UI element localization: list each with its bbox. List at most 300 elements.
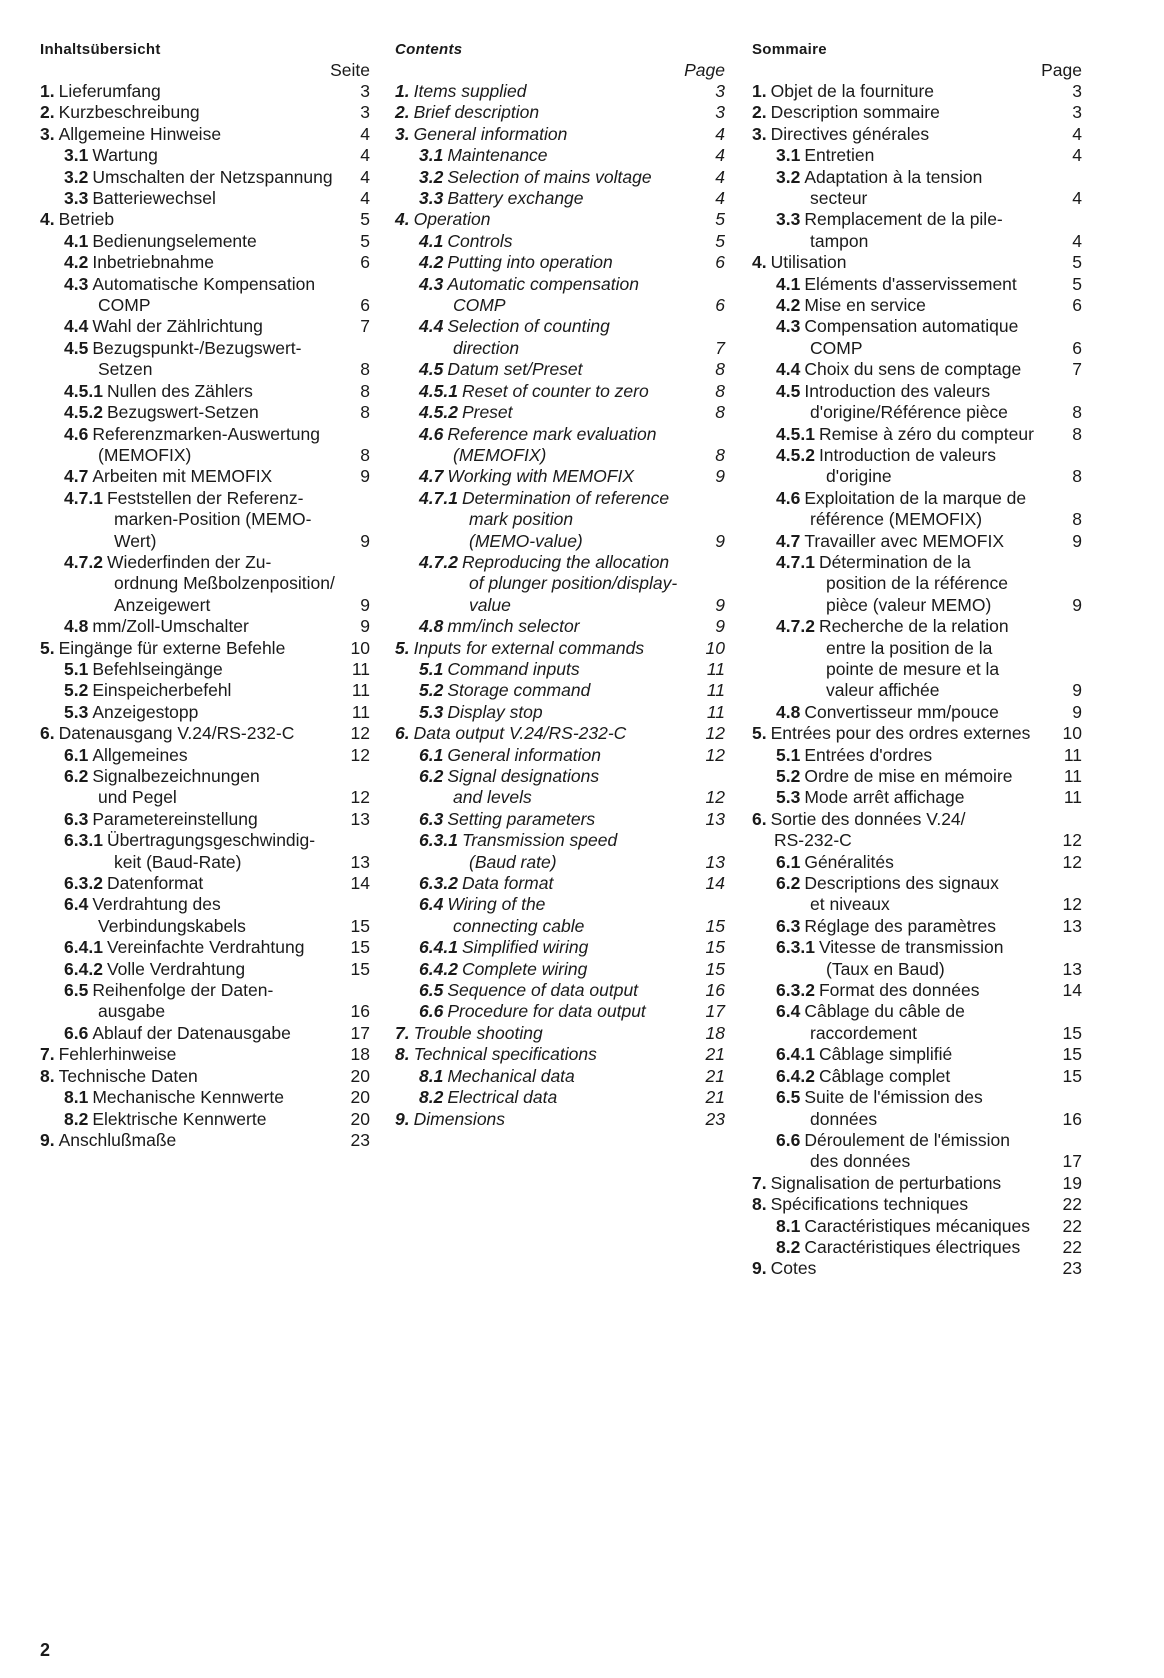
- section-number: 4.: [395, 209, 410, 230]
- toc-entry-title: [64, 145, 336, 166]
- toc-entry-text: [395, 659, 691, 680]
- toc-entry-title: [64, 274, 336, 295]
- toc-entry: [40, 638, 372, 659]
- toc-entry: [752, 531, 1084, 552]
- toc-entry: [40, 402, 372, 423]
- toc-entry-text: [40, 81, 336, 102]
- toc-entry-title: [776, 852, 1048, 873]
- toc-entry-title: [752, 723, 1048, 744]
- page-ref: 13: [350, 808, 370, 829]
- section-number: 7.: [752, 1172, 767, 1193]
- toc-entry: [395, 659, 727, 680]
- toc-entry-text: [40, 209, 336, 230]
- toc-entry-continuation: pièce (valeur MEMO): [826, 594, 992, 615]
- toc-entry-continuation: COMP: [453, 295, 506, 316]
- toc-entry-text: [40, 338, 336, 381]
- toc-entry-title: [776, 167, 1048, 188]
- toc-entry-continuation: référence (MEMOFIX): [810, 509, 983, 530]
- section-title: Compensation automatique: [804, 316, 1019, 337]
- toc-entry-title: [64, 424, 336, 445]
- toc-entry-title: [419, 488, 691, 509]
- section-number: 4.5: [419, 359, 444, 380]
- page-ref: 18: [705, 1022, 725, 1043]
- section-number: 5.: [40, 637, 55, 658]
- section-number: 3.3: [419, 188, 444, 209]
- toc-entry-text: [40, 1023, 336, 1044]
- toc-entry: [752, 723, 1084, 744]
- toc-entry-title: [752, 124, 1048, 145]
- toc-entry-continuation: marken-Position (MEMO-: [114, 509, 312, 530]
- toc-entry-title: [40, 1066, 336, 1087]
- section-number: 6.1: [419, 744, 444, 765]
- page-ref: 12: [1062, 894, 1082, 915]
- toc-entry: [395, 359, 727, 380]
- toc-entry: [40, 723, 372, 744]
- toc-entry: [752, 424, 1084, 445]
- toc-entry-title: [776, 274, 1048, 295]
- section-title: Entretien: [804, 145, 875, 166]
- toc-entry-text: [752, 531, 1048, 552]
- toc-entry: [40, 488, 372, 552]
- section-number: 6.2: [64, 766, 89, 786]
- section-title: Referenzmarken-Auswertung: [92, 423, 320, 444]
- section-title: Descriptions des signaux: [804, 873, 999, 894]
- section-number: 4.1: [419, 230, 444, 251]
- toc-entry-title: [64, 552, 336, 573]
- toc-entry-title: [64, 766, 336, 787]
- toc-entry: [395, 980, 727, 1001]
- page-ref: 12: [350, 723, 370, 744]
- section-number: 9.: [395, 1108, 410, 1129]
- toc-entry-continuation: tampon: [810, 230, 869, 251]
- toc-entry-text: [40, 745, 336, 766]
- section-title: Reference mark evaluation: [447, 423, 657, 444]
- toc-entry: [395, 316, 727, 359]
- section-number: 4.7.2: [419, 551, 458, 572]
- section-number: 4.5.1: [776, 423, 815, 444]
- toc-entry: [395, 124, 727, 145]
- section-number: 6.5: [419, 980, 444, 1001]
- toc-entry-continuation: and levels: [453, 787, 532, 808]
- section-number: 5.: [395, 637, 410, 658]
- toc-entry-title: [776, 381, 1048, 402]
- toc-entry-text: [752, 252, 1048, 273]
- section-title: Mechanische Kennwerte: [92, 1087, 284, 1108]
- toc-entry-text: [395, 894, 691, 937]
- page-ref: 11: [706, 680, 725, 701]
- toc-entry-text: [395, 723, 691, 744]
- toc-entry-title: [419, 466, 691, 487]
- page-ref: 15: [705, 958, 725, 979]
- toc-entry-title: [395, 1044, 691, 1065]
- page-ref: 21: [705, 1065, 725, 1086]
- section-number: 4.7: [64, 466, 89, 487]
- section-title: Technical specifications: [413, 1044, 597, 1065]
- toc-entry-text: [40, 124, 336, 145]
- toc-entry-title: [395, 1109, 691, 1130]
- toc-entry: [395, 809, 727, 830]
- toc-entry: [752, 209, 1084, 252]
- toc-entry-continuation: secteur: [810, 188, 868, 209]
- toc-entry: [40, 252, 372, 273]
- toc-entry: [395, 81, 727, 102]
- toc-entry: [752, 252, 1084, 273]
- toc-entry-continuation: of plunger position/display-: [469, 573, 678, 594]
- section-number: 4.5.2: [776, 444, 815, 465]
- page-ref: 10: [350, 637, 370, 658]
- page-ref: 8: [715, 380, 725, 401]
- toc-entry-title: [40, 209, 336, 230]
- toc-entry: [752, 1001, 1084, 1044]
- toc-entry-title: [776, 145, 1048, 166]
- toc-entry: [40, 894, 372, 937]
- section-number: 6.6: [776, 1129, 801, 1150]
- toc-entry-text: [40, 1087, 336, 1108]
- toc-entry-text: [752, 916, 1048, 937]
- page-ref: 17: [705, 1001, 725, 1022]
- page-ref: 20: [350, 1087, 370, 1108]
- section-number: 4.3: [776, 316, 801, 337]
- toc-entry: [395, 959, 727, 980]
- toc-entry-continuation: mark position: [469, 509, 574, 530]
- page-ref: 15: [1062, 1022, 1082, 1043]
- toc-entry-text: [752, 381, 1048, 424]
- toc-entry: [752, 102, 1084, 123]
- toc-entry-continuation: d'origine: [826, 466, 892, 487]
- toc-entry-title: [64, 316, 336, 337]
- section-title: Storage command: [447, 680, 591, 701]
- section-number: 4.7: [776, 530, 801, 551]
- toc-entry: [752, 787, 1084, 808]
- toc-entry-continuation: und Pegel: [98, 787, 177, 808]
- page-ref: 4: [715, 188, 725, 209]
- section-title: Choix du sens de comptage: [804, 359, 1022, 380]
- toc-entry-title: [752, 252, 1048, 273]
- page-ref: 6: [1072, 337, 1082, 358]
- page-ref: 11: [706, 658, 725, 679]
- page-ref: 3: [360, 81, 370, 101]
- toc-entry: [752, 274, 1084, 295]
- section-title: Elektrische Kennwerte: [92, 1108, 267, 1129]
- section-number: 4.6: [419, 423, 444, 444]
- page-ref: 6: [715, 295, 725, 316]
- page-ref: 4: [715, 145, 725, 166]
- toc-entry: [40, 830, 372, 873]
- toc-entry: [395, 745, 727, 766]
- toc-entry-title: [64, 959, 336, 980]
- toc-entry-text: [395, 937, 691, 958]
- toc-entry-title: [776, 552, 1048, 573]
- page-ref: 11: [1063, 766, 1082, 786]
- section-title: Réglage des paramètres: [804, 915, 996, 936]
- section-title: Preset: [461, 402, 513, 423]
- toc-entry-title: [776, 873, 1048, 894]
- section-number: 3.3: [64, 188, 89, 209]
- toc-entry-text: [395, 873, 691, 894]
- toc-entry-continuation: Wert): [114, 530, 157, 551]
- page-ref: 9: [715, 530, 725, 551]
- toc-column-french: [752, 40, 1084, 1280]
- page-ref: 12: [350, 787, 370, 808]
- page-ref: 13: [350, 851, 370, 872]
- section-title: Ablauf der Datenausgabe: [92, 1022, 291, 1043]
- toc-entry: [395, 1001, 727, 1022]
- page-ref: 17: [1062, 1151, 1082, 1172]
- toc-entry-continuation: (Baud rate): [469, 851, 557, 872]
- section-number: 2.: [752, 102, 767, 123]
- toc-entry-title: [776, 1001, 1048, 1022]
- toc-entry: [752, 552, 1084, 616]
- toc-entry: [40, 659, 372, 680]
- toc-entry: [40, 745, 372, 766]
- section-title: Determination of reference: [461, 487, 670, 508]
- section-number: 6.4.1: [64, 937, 103, 958]
- section-title: Kurzbeschreibung: [58, 102, 200, 123]
- toc-entry: [40, 167, 372, 188]
- page-ref: 3: [360, 102, 370, 123]
- section-number: 4.6: [64, 423, 89, 444]
- toc-entry-text: [752, 787, 1048, 808]
- toc-entry-title: [64, 830, 336, 851]
- toc-entry: [395, 188, 727, 209]
- section-title: Allgemeine Hinweise: [58, 123, 222, 144]
- toc-entry-title: [64, 252, 336, 273]
- toc-column-english: [395, 40, 727, 1130]
- page-ref: 3: [1072, 102, 1082, 123]
- page-number: 2: [40, 1640, 51, 1660]
- section-title: Entrées pour des ordres externes: [770, 723, 1031, 744]
- toc-entry-text: [752, 873, 1048, 916]
- toc-entry-text: [40, 102, 336, 123]
- section-title: mm/inch selector: [447, 616, 580, 637]
- toc-entry-continuation: (MEMOFIX): [98, 444, 192, 465]
- section-number: 3.1: [776, 145, 801, 166]
- page-ref: 15: [705, 937, 725, 958]
- toc-entry-text: [395, 552, 691, 616]
- section-number: 6.3.1: [776, 937, 815, 958]
- toc-entry-text: [395, 381, 691, 402]
- toc-entry-text: [752, 616, 1048, 702]
- toc-entry-title: [419, 980, 691, 1001]
- section-title: Exploitation de la marque de: [804, 487, 1027, 508]
- toc-entry: [395, 873, 727, 894]
- section-title: Datenformat: [106, 873, 204, 894]
- section-number: 4.4: [64, 316, 89, 337]
- toc-entry-text: [395, 466, 691, 487]
- section-number: 6.4: [776, 1001, 801, 1022]
- toc-entry: [752, 1258, 1084, 1279]
- toc-entry: [40, 1044, 372, 1065]
- toc-entry: [40, 1087, 372, 1108]
- page-ref: 15: [350, 915, 370, 936]
- section-number: 4.3: [419, 273, 444, 294]
- page-ref: 12: [705, 723, 725, 744]
- toc-entry-text: [395, 1109, 691, 1130]
- toc-entry-title: [776, 295, 1048, 316]
- section-title: Electrical data: [447, 1087, 558, 1108]
- toc-entry: [40, 766, 372, 809]
- page-ref: 8: [1072, 509, 1082, 530]
- section-number: 3.3: [776, 209, 801, 230]
- section-title: Bezugspunkt-/Bezugswert-: [92, 337, 302, 358]
- section-number: 6.3: [776, 915, 801, 936]
- page-ref: 6: [1072, 295, 1082, 316]
- toc-entry-text: [395, 231, 691, 252]
- toc-entry-title: [40, 102, 336, 123]
- section-title: Selection of mains voltage: [447, 166, 652, 187]
- page-ref: 9: [1072, 680, 1082, 701]
- section-title: Vereinfachte Verdrahtung: [106, 937, 305, 958]
- toc-entry-title: [752, 1194, 1048, 1215]
- toc-entry-title: [776, 531, 1048, 552]
- section-title: Câblage complet: [818, 1065, 951, 1086]
- toc-entry-title: [419, 937, 691, 958]
- toc-entry-title: [419, 359, 691, 380]
- toc-entry-title: [395, 1023, 691, 1044]
- toc-entry: [752, 1216, 1084, 1237]
- toc-entry-text: [40, 1044, 336, 1065]
- section-number: 8.: [395, 1044, 410, 1065]
- toc-entry: [395, 766, 727, 809]
- toc-list: [395, 81, 727, 1130]
- toc-entry: [752, 359, 1084, 380]
- section-title: Operation: [413, 209, 491, 230]
- toc-entry-continuation: COMP: [810, 337, 863, 358]
- toc-entry-text: [395, 188, 691, 209]
- toc-entry: [752, 873, 1084, 916]
- section-number: 6.: [752, 808, 767, 829]
- toc-entry-text: [40, 616, 336, 637]
- section-number: 4.5.2: [64, 402, 103, 423]
- page-ref: 5: [360, 209, 370, 230]
- section-title: Anschlußmaße: [58, 1129, 177, 1150]
- section-number: 4.7.2: [64, 551, 103, 572]
- toc-entry-title: [419, 167, 691, 188]
- toc-entry: [395, 1044, 727, 1065]
- toc-entry-text: [40, 638, 336, 659]
- toc-entry-continuation: Verbindungskabels: [98, 915, 246, 936]
- toc-entry: [395, 894, 727, 937]
- section-title: Directives générales: [770, 123, 930, 144]
- toc-entry-text: [40, 424, 336, 467]
- page-ref: 5: [1072, 252, 1082, 273]
- toc-entry-title: [776, 616, 1048, 637]
- section-title: Datum set/Preset: [447, 359, 583, 380]
- section-title: Mise en service: [804, 295, 926, 316]
- toc-entry-text: [395, 252, 691, 273]
- toc-entry-text: [40, 937, 336, 958]
- section-number: 5.1: [419, 658, 444, 679]
- toc-entry-continuation: entre la position de la: [826, 637, 993, 658]
- toc-entry-text: [40, 381, 336, 402]
- section-title: Utilisation: [770, 252, 847, 273]
- page-ref: 8: [360, 444, 370, 465]
- page-ref: 23: [350, 1129, 370, 1150]
- section-number: 4.6: [776, 487, 801, 508]
- section-title: Display stop: [447, 701, 543, 722]
- toc-entry: [395, 466, 727, 487]
- toc-entry-text: [395, 616, 691, 637]
- section-number: 7.: [395, 1022, 410, 1043]
- toc-entry-text: [752, 980, 1048, 1001]
- section-number: 5.: [752, 723, 767, 744]
- toc-entry: [752, 295, 1084, 316]
- section-number: 6.4: [419, 894, 444, 915]
- page-ref: 10: [705, 637, 725, 658]
- toc-entry-title: [776, 359, 1048, 380]
- toc-entry: [752, 167, 1084, 210]
- section-number: 3.2: [776, 166, 801, 187]
- toc-entry: [40, 702, 372, 723]
- toc-entry-text: [395, 1066, 691, 1087]
- toc-entry-title: [64, 616, 336, 637]
- toc-entry-title: [776, 702, 1048, 723]
- toc-entry-text: [752, 102, 1048, 123]
- toc-entry-title: [419, 659, 691, 680]
- toc-entry-continuation: (MEMOFIX): [453, 444, 547, 465]
- toc-entry-text: [395, 638, 691, 659]
- toc-entry-title: [419, 252, 691, 273]
- toc-entry: [752, 616, 1084, 702]
- toc-entry-title: [64, 1109, 336, 1130]
- section-number: 6.4.2: [64, 958, 103, 979]
- section-title: Signalisation de perturbations: [770, 1172, 1002, 1193]
- toc-entry-title: [395, 124, 691, 145]
- page-ref: 14: [350, 873, 370, 894]
- page-ref: 14: [705, 873, 725, 894]
- section-title: Batteriewechsel: [92, 188, 216, 209]
- toc-entry-text: [40, 1130, 336, 1151]
- toc-entry-title: [776, 424, 1048, 445]
- toc-entry-title: [40, 124, 336, 145]
- toc-entry: [40, 680, 372, 701]
- toc-entry-title: [419, 873, 691, 894]
- toc-entry-title: [419, 1001, 691, 1022]
- section-number: 6.5: [776, 1087, 801, 1108]
- page-ref: 4: [1072, 188, 1082, 209]
- toc-entry: [395, 402, 727, 423]
- section-number: 4.5: [776, 380, 801, 401]
- section-title: Recherche de la relation: [818, 616, 1009, 637]
- toc-entry: [752, 1044, 1084, 1065]
- toc-entry-title: [64, 702, 336, 723]
- section-number: 1.: [40, 81, 55, 101]
- toc-entry-title: [419, 402, 691, 423]
- toc-entry-text: [395, 980, 691, 1001]
- section-number: 8.2: [64, 1108, 89, 1129]
- toc-entry: [40, 316, 372, 337]
- toc-entry: [395, 167, 727, 188]
- page-ref: 9: [360, 530, 370, 551]
- toc-entry: [40, 873, 372, 894]
- section-number: 4.7.1: [419, 487, 458, 508]
- page-ref: 4: [360, 145, 370, 166]
- section-title: Verdrahtung des: [92, 894, 221, 915]
- toc-entry: [395, 274, 727, 317]
- page-ref: 8: [1072, 423, 1082, 444]
- section-title: Command inputs: [447, 658, 580, 679]
- section-number: 4.2: [776, 295, 801, 316]
- toc-entry-text: [40, 702, 336, 723]
- toc-entry: [40, 1130, 372, 1151]
- toc-entry-title: [776, 1216, 1048, 1237]
- toc-entry-continuation: position de la référence: [826, 573, 1008, 594]
- toc-entry-title: [776, 1130, 1048, 1151]
- toc-entry: [752, 1066, 1084, 1087]
- section-number: 1.: [395, 81, 410, 101]
- page-ref: 6: [360, 252, 370, 273]
- section-number: 4.5: [64, 337, 89, 358]
